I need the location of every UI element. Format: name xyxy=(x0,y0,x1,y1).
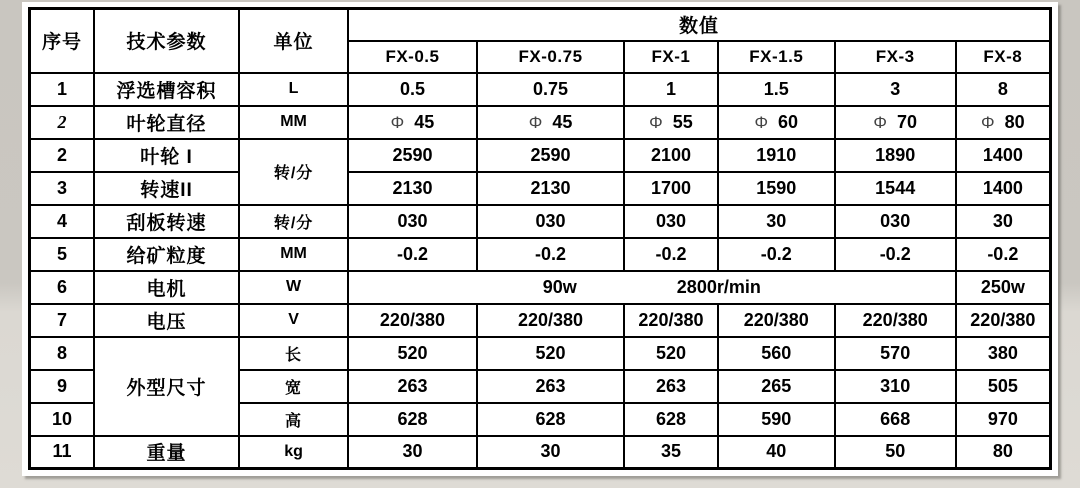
cell-serial: 4 xyxy=(30,205,95,238)
cell-value: -0.2 xyxy=(477,238,624,271)
cell-value: 628 xyxy=(477,403,624,436)
cell-value: 030 xyxy=(477,205,624,238)
cell-value: 263 xyxy=(348,370,477,403)
cell-motor-merged xyxy=(348,271,956,304)
cell-serial: 1 xyxy=(30,73,95,106)
cell-value: -0.2 xyxy=(348,238,477,271)
cell-value: 8 xyxy=(956,73,1051,106)
cell-unit: MM xyxy=(239,238,348,271)
cell-value: -0.2 xyxy=(956,238,1051,271)
cell-unit: W xyxy=(239,271,348,304)
table-row-feed-size xyxy=(30,238,1051,271)
cell-value: 0.75 xyxy=(477,73,624,106)
cell-value: 030 xyxy=(348,205,477,238)
cell-value: 1400 xyxy=(956,139,1051,172)
cell-value: -0.2 xyxy=(718,238,835,271)
cell-value: 265 xyxy=(718,370,835,403)
cell-value-number: 60 xyxy=(778,111,799,132)
table-row-dimension-length xyxy=(30,337,1051,370)
header-unit: 单位 xyxy=(239,9,348,73)
cell-value: -0.2 xyxy=(835,238,956,271)
model-fx1: FX-1 xyxy=(624,41,718,73)
cell-unit: kg xyxy=(239,436,348,469)
cell-value: 1400 xyxy=(956,172,1051,205)
table-row-weight xyxy=(30,436,1051,469)
cell-value: 50 xyxy=(835,436,956,469)
cell-value: 1700 xyxy=(624,172,718,205)
cell-param: 重量 xyxy=(94,436,239,469)
cell-serial: 2 xyxy=(30,106,95,139)
cell-param: 电压 xyxy=(94,304,239,337)
model-fx8: FX-8 xyxy=(956,41,1051,73)
cell-value xyxy=(718,106,835,139)
cell-value: 30 xyxy=(718,205,835,238)
cell-unit: L xyxy=(239,73,348,106)
table-row-motor xyxy=(30,271,1051,304)
phi-symbol: Φ xyxy=(754,112,769,132)
cell-value: 35 xyxy=(624,436,718,469)
cell-value xyxy=(477,106,624,139)
model-fx05: FX-0.5 xyxy=(348,41,477,73)
cell-value: 520 xyxy=(624,337,718,370)
cell-value: 2130 xyxy=(477,172,624,205)
cell-serial: 5 xyxy=(30,238,95,271)
cell-value: 668 xyxy=(835,403,956,436)
table-row-impeller-speed-2 xyxy=(30,172,1051,205)
header-row-1 xyxy=(30,9,1051,41)
table-row-tank-volume xyxy=(30,73,1051,106)
cell-value xyxy=(835,106,956,139)
cell-value: 310 xyxy=(835,370,956,403)
cell-value: 570 xyxy=(835,337,956,370)
cell-serial: 7 xyxy=(30,304,95,337)
cell-value: 220/380 xyxy=(718,304,835,337)
cell-value: 263 xyxy=(477,370,624,403)
spec-table xyxy=(28,7,1052,470)
cell-value: 220/380 xyxy=(835,304,956,337)
cell-serial: 6 xyxy=(30,271,95,304)
cell-value: 30 xyxy=(956,205,1051,238)
cell-value: 1 xyxy=(624,73,718,106)
cell-value: 40 xyxy=(718,436,835,469)
cell-value: 2590 xyxy=(348,139,477,172)
model-fx075: FX-0.75 xyxy=(477,41,624,73)
header-serial: 序号 xyxy=(30,9,95,73)
cell-value: 2130 xyxy=(348,172,477,205)
cell-unit: 宽 xyxy=(239,370,348,403)
cell-value xyxy=(956,106,1051,139)
motor-speed: 2800r/min xyxy=(676,276,761,297)
cell-serial: 8 xyxy=(30,337,95,370)
cell-serial: 3 xyxy=(30,172,95,205)
motor-power: 90w xyxy=(542,276,577,297)
phi-symbol: Φ xyxy=(528,112,543,132)
cell-serial: 9 xyxy=(30,370,95,403)
cell-value: 628 xyxy=(624,403,718,436)
phi-symbol: Φ xyxy=(981,112,995,132)
cell-value: 220/380 xyxy=(624,304,718,337)
document-sheet xyxy=(22,2,1058,476)
cell-value: 30 xyxy=(477,436,624,469)
cell-value: 590 xyxy=(718,403,835,436)
cell-value: 520 xyxy=(348,337,477,370)
cell-value: 1.5 xyxy=(718,73,835,106)
cell-value: 0.5 xyxy=(348,73,477,106)
cell-value: 2590 xyxy=(477,139,624,172)
table-row-voltage xyxy=(30,304,1051,337)
cell-value: 220/380 xyxy=(956,304,1051,337)
cell-value: 628 xyxy=(348,403,477,436)
cell-value: -0.2 xyxy=(624,238,718,271)
cell-param-dimensions: 外型尺寸 xyxy=(94,337,239,436)
cell-value: 380 xyxy=(956,337,1051,370)
phi-symbol: Φ xyxy=(390,112,405,132)
cell-value-number: 70 xyxy=(896,111,917,132)
cell-unit: V xyxy=(239,304,348,337)
cell-value: 80 xyxy=(956,436,1051,469)
header-param: 技术参数 xyxy=(94,9,239,73)
cell-value-number: 45 xyxy=(414,111,435,132)
table-row-impeller-speed-1 xyxy=(30,139,1051,172)
cell-param: 叶轮 I xyxy=(94,139,239,172)
cell-value: 520 xyxy=(477,337,624,370)
phi-symbol: Φ xyxy=(649,112,663,132)
cell-value: 1590 xyxy=(718,172,835,205)
cell-value-number: 80 xyxy=(1004,111,1025,132)
cell-param: 电机 xyxy=(94,271,239,304)
model-fx15: FX-1.5 xyxy=(718,41,835,73)
cell-value: 3 xyxy=(835,73,956,106)
cell-unit: 转/分 xyxy=(239,139,348,205)
cell-unit: 转/分 xyxy=(239,205,348,238)
cell-serial: 11 xyxy=(30,436,95,469)
cell-value-number: 55 xyxy=(672,111,693,132)
cell-value: 1910 xyxy=(718,139,835,172)
cell-value: 263 xyxy=(624,370,718,403)
cell-param: 给矿粒度 xyxy=(94,238,239,271)
cell-value: 970 xyxy=(956,403,1051,436)
cell-value xyxy=(348,106,477,139)
cell-value: 505 xyxy=(956,370,1051,403)
cell-value: 220/380 xyxy=(477,304,624,337)
cell-unit: 长 xyxy=(239,337,348,370)
table-row-impeller-diameter xyxy=(30,106,1051,139)
cell-unit: 高 xyxy=(239,403,348,436)
cell-value: 030 xyxy=(835,205,956,238)
table-row-scraper-speed xyxy=(30,205,1051,238)
cell-serial: 2 xyxy=(30,139,95,172)
phi-symbol: Φ xyxy=(873,112,887,132)
cell-value xyxy=(624,106,718,139)
cell-param: 浮选槽容积 xyxy=(94,73,239,106)
cell-value: 30 xyxy=(348,436,477,469)
header-values: 数值 xyxy=(348,9,1051,41)
cell-value-number: 45 xyxy=(552,111,573,132)
cell-serial: 10 xyxy=(30,403,95,436)
cell-value: 220/380 xyxy=(348,304,477,337)
cell-motor-last: 250w xyxy=(956,271,1051,304)
cell-param: 刮板转速 xyxy=(94,205,239,238)
cell-value: 2100 xyxy=(624,139,718,172)
cell-param: 转速II xyxy=(94,172,239,205)
cell-value: 1890 xyxy=(835,139,956,172)
cell-value: 560 xyxy=(718,337,835,370)
model-fx3: FX-3 xyxy=(835,41,956,73)
cell-value: 030 xyxy=(624,205,718,238)
cell-param: 叶轮直径 xyxy=(94,106,239,139)
cell-value: 1544 xyxy=(835,172,956,205)
cell-unit: MM xyxy=(239,106,348,139)
